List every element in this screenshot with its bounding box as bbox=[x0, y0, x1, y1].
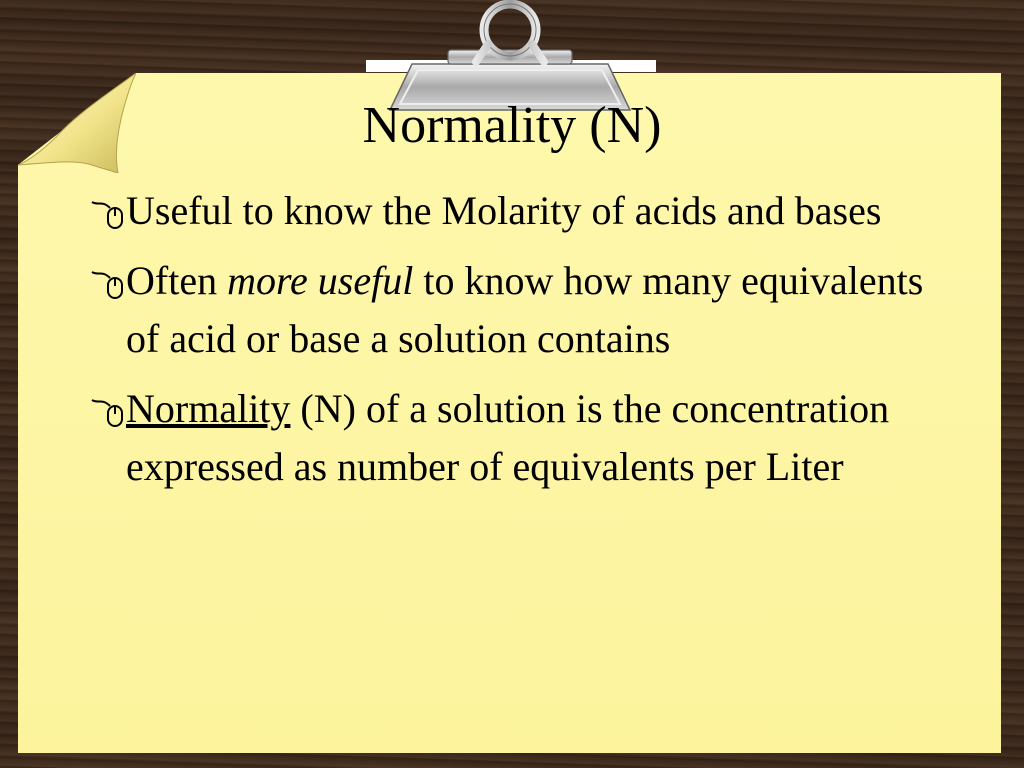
mouse-icon bbox=[88, 264, 128, 304]
list-item bbox=[88, 182, 938, 240]
slide-title: Normality (N) bbox=[362, 97, 662, 154]
bullet-list bbox=[88, 182, 938, 508]
mouse-icon bbox=[88, 392, 128, 432]
list-item bbox=[88, 380, 938, 496]
bullet-rest: to know how many equivalents of acid or base a solution contains bbox=[126, 258, 924, 361]
bullet-rest: (N) of a solution is the concentration expressed as number of equivalents per Liter bbox=[126, 386, 890, 489]
bullet-emphasis: more useful bbox=[227, 258, 414, 303]
bullet-text: Useful to know the Molarity of acids and bases bbox=[126, 188, 882, 233]
bullet-term: Normality bbox=[126, 386, 291, 431]
list-item bbox=[88, 252, 938, 368]
mouse-icon bbox=[88, 194, 128, 234]
bullet-lead: Often bbox=[126, 258, 228, 303]
